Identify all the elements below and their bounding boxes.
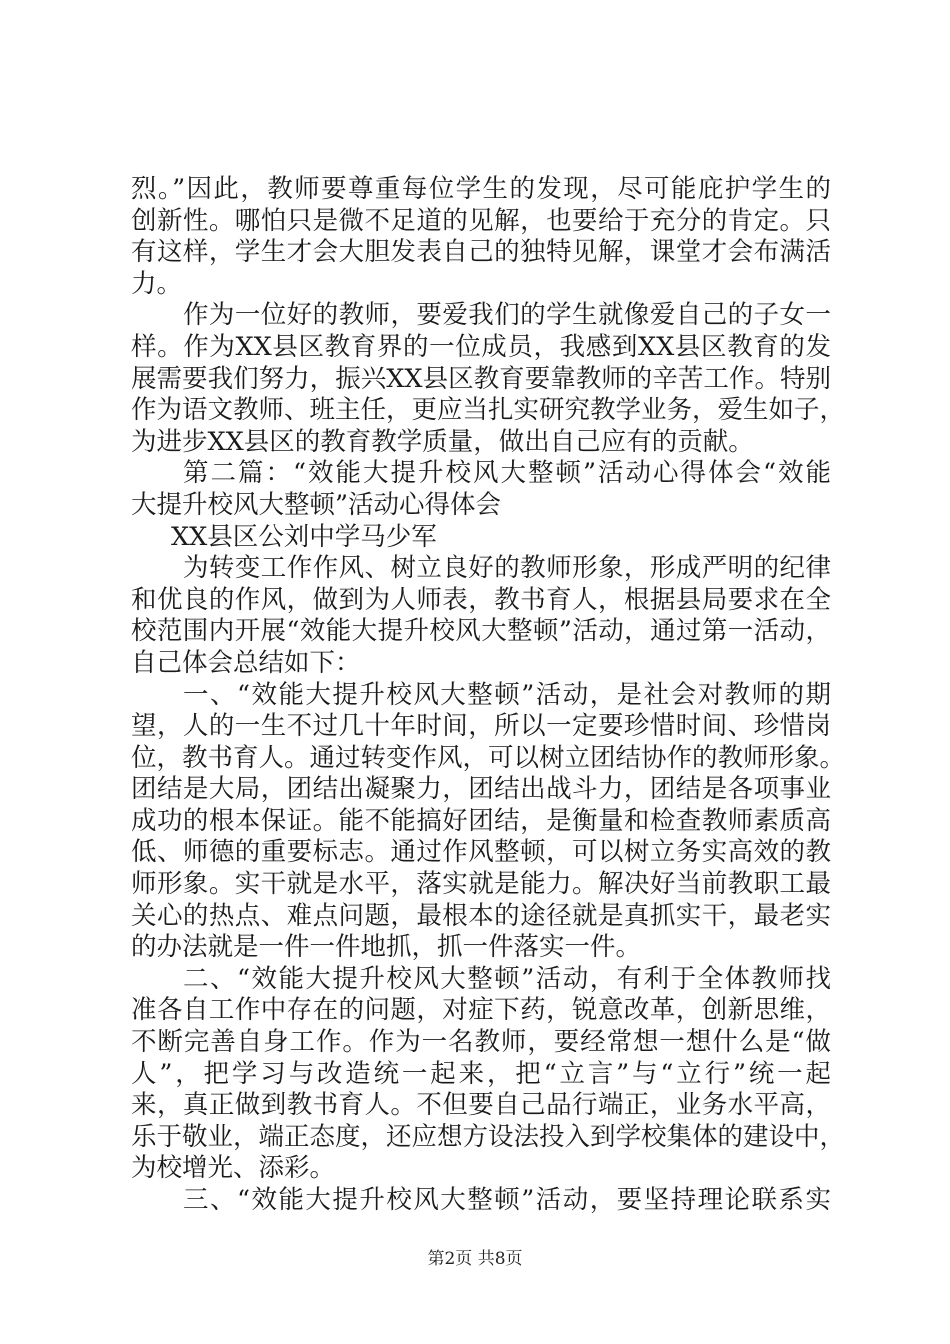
text-line: 大提升校风大整顿”活动心得体会 [131,489,502,520]
text-line: 三、“效能大提升校风大整顿”活动，要坚持理论联系实 [183,1185,831,1215]
text-line: 创新性。哪怕只是微不足道的见解，也要给于充分的肯定。只 [131,205,831,236]
text-line: 力。 [131,268,183,299]
text-line: 为校增光、添彩。 [131,1153,336,1184]
text-line: 来，真正做到教书育人。不但要自己品行端正，业务水平高， [131,1090,831,1121]
text-line: 师形象。实干就是水平，落实就是能力。解决好当前教职工最 [131,869,831,900]
text-line: 团结是大局，团结出凝聚力，团结出战斗力，团结是各项事业 [131,774,831,805]
text-line: 展需要我们努力，振兴XX县区教育要靠教师的辛苦工作。特别 [131,363,831,394]
text-line: 为进步XX县区的教育教学质量，做出自己应有的贡献。 [131,426,754,457]
text-line: 和优良的作风，做到为人师表，教书育人，根据县局要求在全 [131,584,831,615]
text-line: 样。作为XX县区教育界的一位成员，我感到XX县区教育的发 [131,331,831,362]
text-line: 二、“效能大提升校风大整顿”活动，有利于全体教师找 [183,963,831,994]
text-line: 望，人的一生不过几十年时间，所以一定要珍惜时间、珍惜岗 [131,711,831,742]
text-line: 作为一位好的教师，要爱我们的学生就像爱自己的子女一 [183,300,831,331]
text-line: 关心的热点、难点问题，最根本的途径就是真抓实干，最老实 [131,900,831,931]
text-line: 为转变工作作风、树立良好的教师形象，形成严明的纪律 [183,553,831,584]
text-line: 有这样，学生才会大胆发表自己的独特见解，课堂才会布满活 [131,237,831,268]
text-line: 人”，把学习与改造统一起来，把“立言”与“立行”统一起 [131,1058,831,1089]
text-line: 成功的根本保证。能不能搞好团结，是衡量和检查教师素质高 [131,805,831,836]
page-footer: 第2页 共8页 [427,1249,523,1269]
text-line: 准各自工作中存在的问题，对症下药，锐意改革，创新思维， [131,995,831,1026]
text-line: 不断完善自身工作。作为一名教师，要经常想一想什么是“做 [131,1027,831,1058]
text-line: 烈。”因此，教师要尊重每位学生的发现，尽可能庇护学生的 [131,174,831,204]
text-line: 低、师德的重要标志。通过作风整顿，可以树立务实高效的教 [131,837,831,868]
text-line: 校范围内开展“效能大提升校风大整顿”活动，通过第一活动， [131,616,831,647]
text-line: 自己体会总结如下： [131,647,361,678]
text-line: 一、“效能大提升校风大整顿”活动，是社会对教师的期 [183,679,831,710]
document-body [131,174,846,1217]
text-line: 第二篇：“效能大提升校风大整顿”活动心得体会“效能 [183,458,831,489]
text-line: 乐于敬业，端正态度，还应想方设法投入到学校集体的建设中， [131,1121,846,1152]
text-line: 作为语文教师、班主任，更应当扎实研究教学业务，爱生如子， [131,395,846,426]
author-line: XX县区公刘中学马少军 [171,521,437,552]
text-line: 的办法就是一件一件地抓，抓一件落实一件。 [131,932,642,963]
text-line: 位，教书育人。通过转变作风，可以树立团结协作的教师形象。 [131,742,846,773]
